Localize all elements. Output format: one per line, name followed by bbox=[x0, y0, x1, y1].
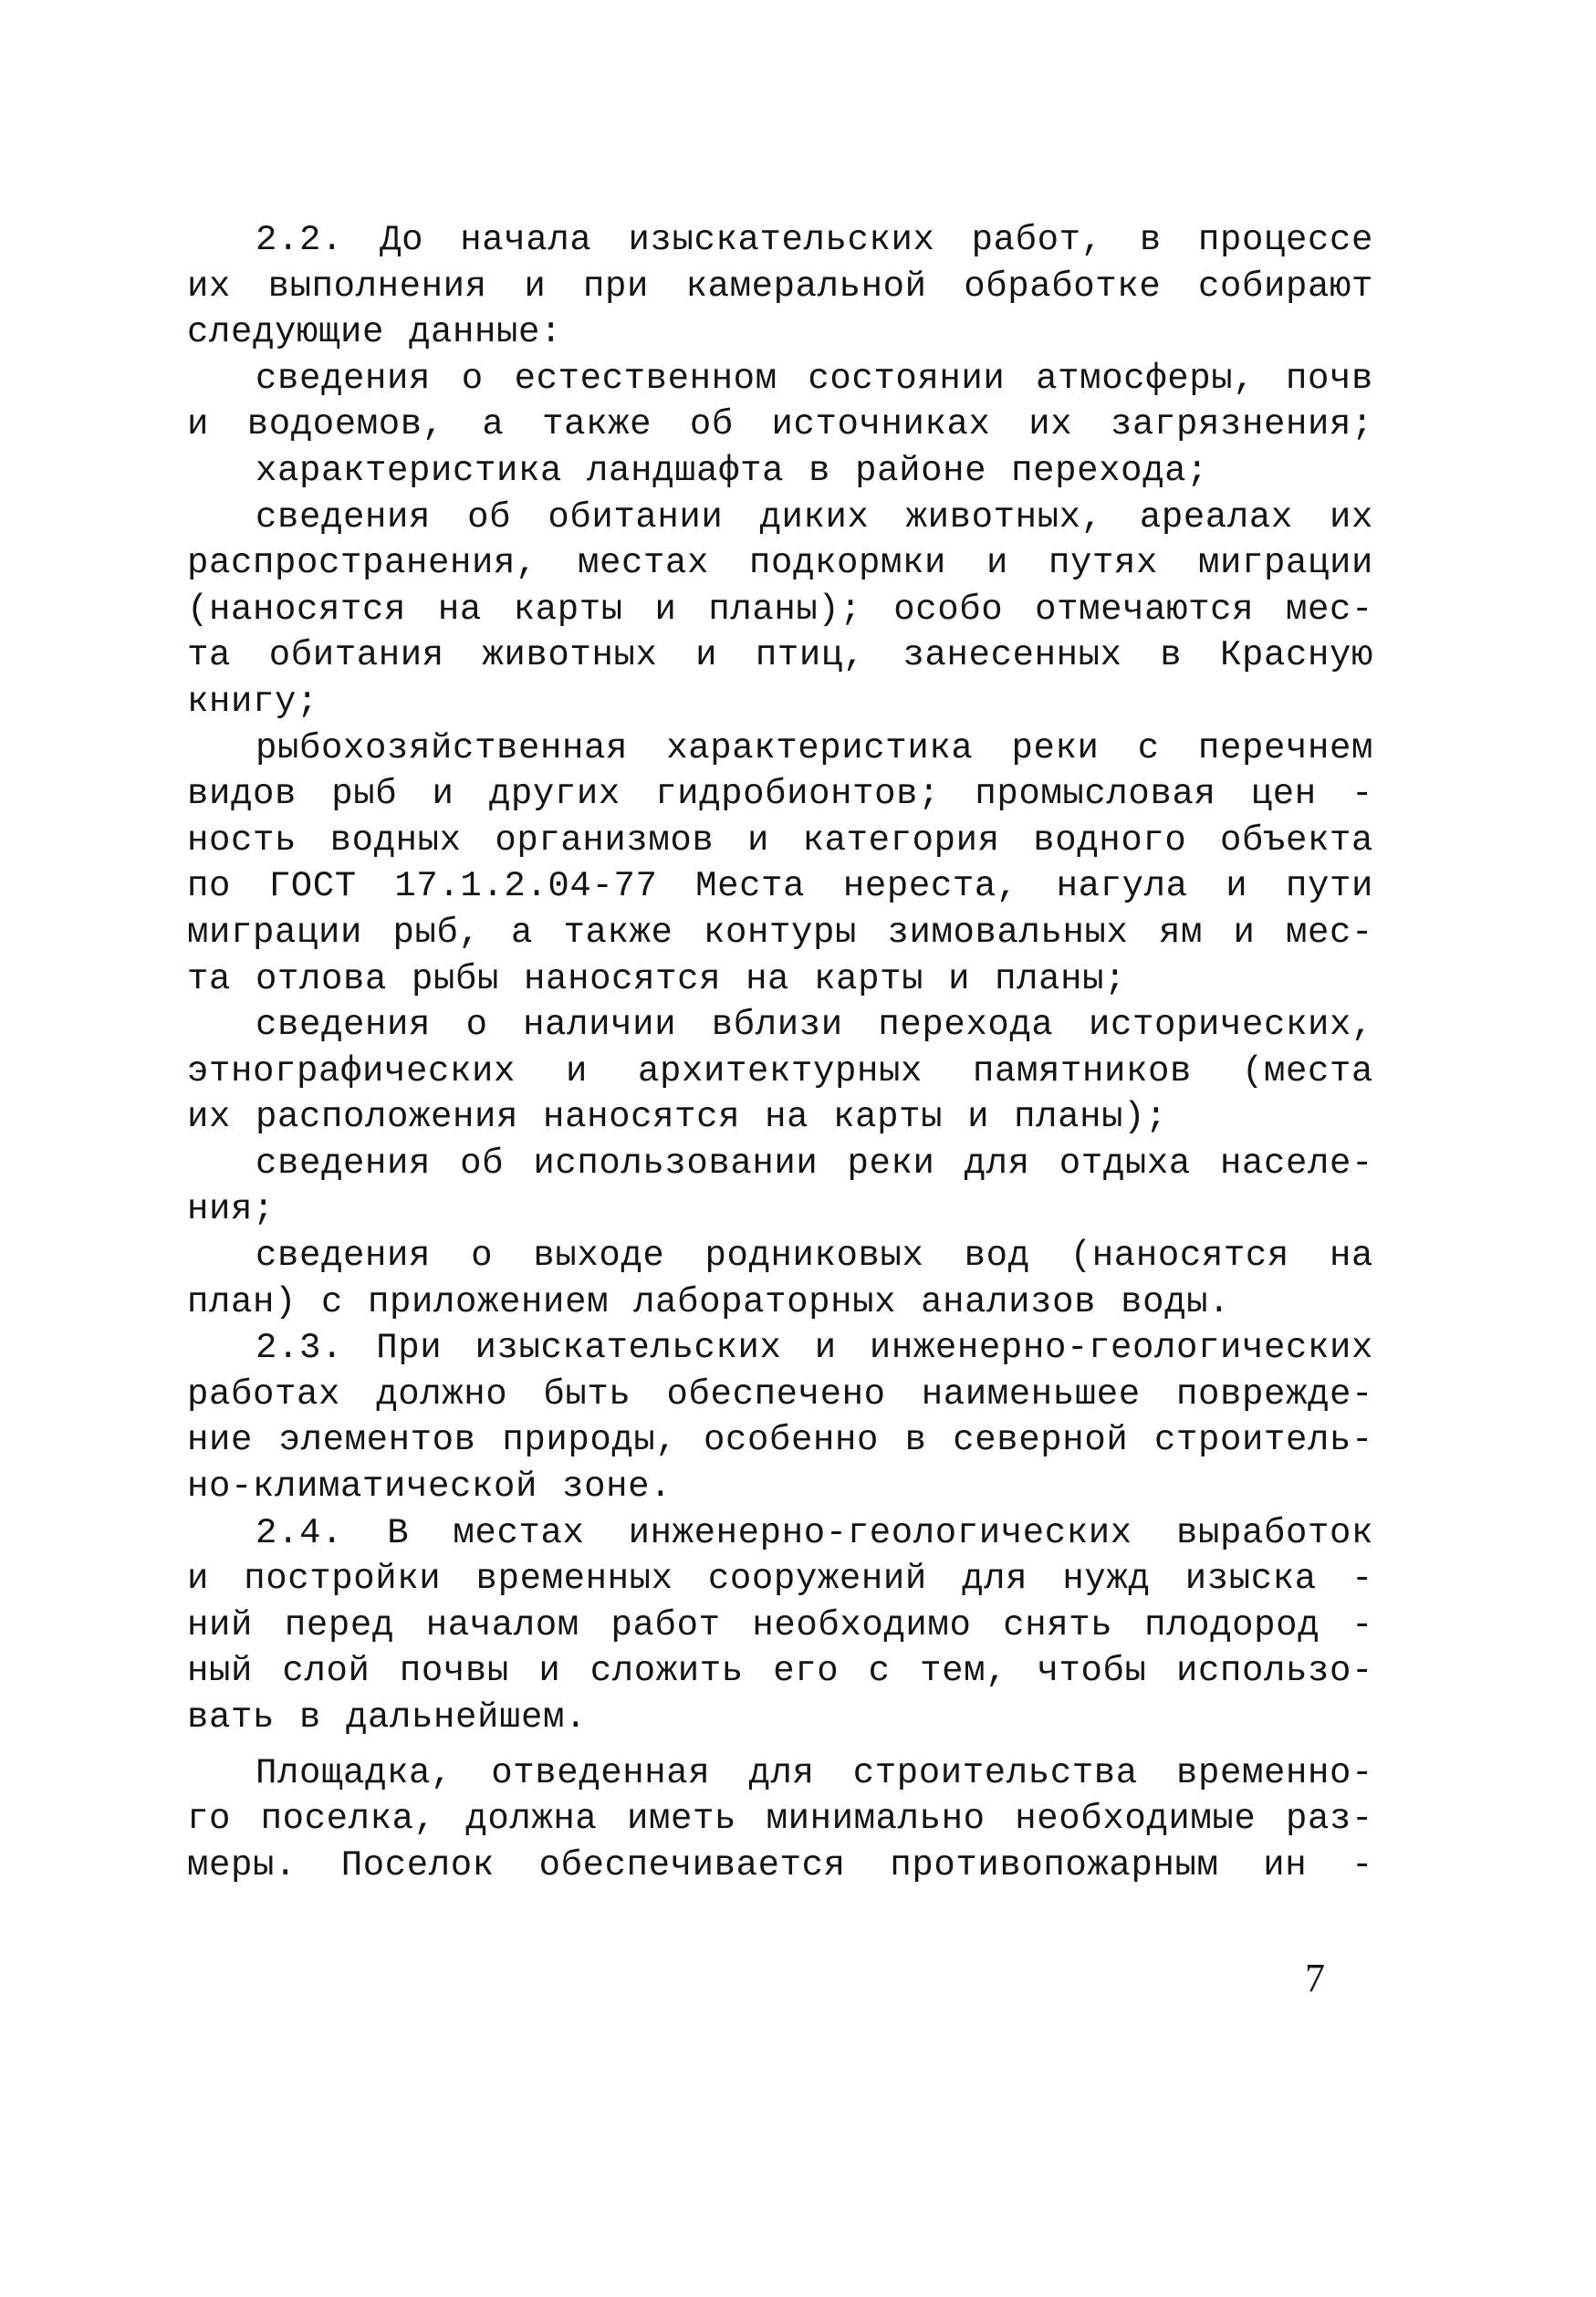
text-line: 2.4. В местах инженерно-геологических выработок bbox=[256, 1512, 1373, 1553]
text-line: миграции рыб, а также контуры зимовальных ям и мес- bbox=[187, 912, 1373, 953]
text-line: ний перед началом работ необходимо снять плодород - bbox=[187, 1604, 1373, 1645]
text-line: по ГОСТ 17.1.2.04-77 Места нереста, нагула и пути bbox=[187, 866, 1373, 907]
text-line: и постройки временных сооружений для нужд изыска - bbox=[187, 1559, 1373, 1600]
text-line: та обитания животных и птиц, занесенных в Красную bbox=[187, 635, 1373, 676]
text-line: Площадка, отведенная для строительства временно- bbox=[256, 1752, 1373, 1793]
text-line: сведения о наличии вблизи перехода исторических, bbox=[256, 1005, 1373, 1046]
text-line: рыбохозяйственная характеристика реки с перечнем bbox=[256, 727, 1373, 768]
text-line: вать в дальнейшем. bbox=[187, 1697, 588, 1738]
text-line: меры. Поселок обеспечивается противопожарным ин - bbox=[187, 1844, 1373, 1885]
text-line: сведения о выходе родниковых вод (наносятся на bbox=[256, 1236, 1373, 1277]
text-line: распространения, местах подкормки и путях миграции bbox=[187, 543, 1373, 584]
text-line: работах должно быть обеспечено наименьшее поврежде- bbox=[187, 1373, 1373, 1415]
text-line: характеристика ландшафта в районе перехода; bbox=[256, 450, 1209, 491]
text-line: сведения об обитании диких животных, ареалах их bbox=[256, 496, 1373, 538]
text-line: ния; bbox=[187, 1189, 276, 1230]
text-line: та отлова рыбы наносятся на карты и планы; bbox=[187, 958, 1127, 999]
text-line: сведения о естественном состоянии атмосферы, почв bbox=[256, 358, 1373, 399]
text-line: книгу; bbox=[187, 681, 319, 722]
page-number: 7 bbox=[1305, 1956, 1325, 2000]
text-line: но-климатической зоне. bbox=[187, 1467, 673, 1508]
text-line: этнографических и архитектурных памятников (места bbox=[187, 1050, 1373, 1091]
text-line: их расположения наносятся на карты и планы); bbox=[187, 1097, 1168, 1138]
text-line: (наносятся на карты и планы); особо отмечаются мес- bbox=[187, 589, 1373, 630]
text-line: сведения об использовании реки для отдыха населе- bbox=[256, 1143, 1373, 1184]
text-line: ность водных организмов и категория водного объекта bbox=[187, 820, 1373, 861]
text-line: ние элементов природы, особенно в северной строитель- bbox=[187, 1420, 1373, 1461]
text-line: и водоемов, а также об источниках их загрязнения; bbox=[187, 404, 1373, 445]
page-text bbox=[187, 217, 1373, 1888]
text-line: видов рыб и других гидробионтов; промысловая цен - bbox=[187, 774, 1373, 815]
text-line: 2.2. До начала изыскательских работ, в процессе bbox=[256, 220, 1373, 260]
text-line: 2.3. При изыскательских и инженерно-геологических bbox=[256, 1328, 1373, 1369]
text-line: следующие данные: bbox=[187, 312, 563, 353]
text-line: ный слой почвы и сложить его с тем, чтобы использо- bbox=[187, 1651, 1373, 1692]
text-line: план) с приложением лабораторных анализов воды. bbox=[187, 1281, 1231, 1322]
text-line: их выполнения и при камеральной обработке собирают bbox=[187, 266, 1373, 307]
text-line: го поселка, должна иметь минимально необходимые раз- bbox=[187, 1799, 1373, 1840]
